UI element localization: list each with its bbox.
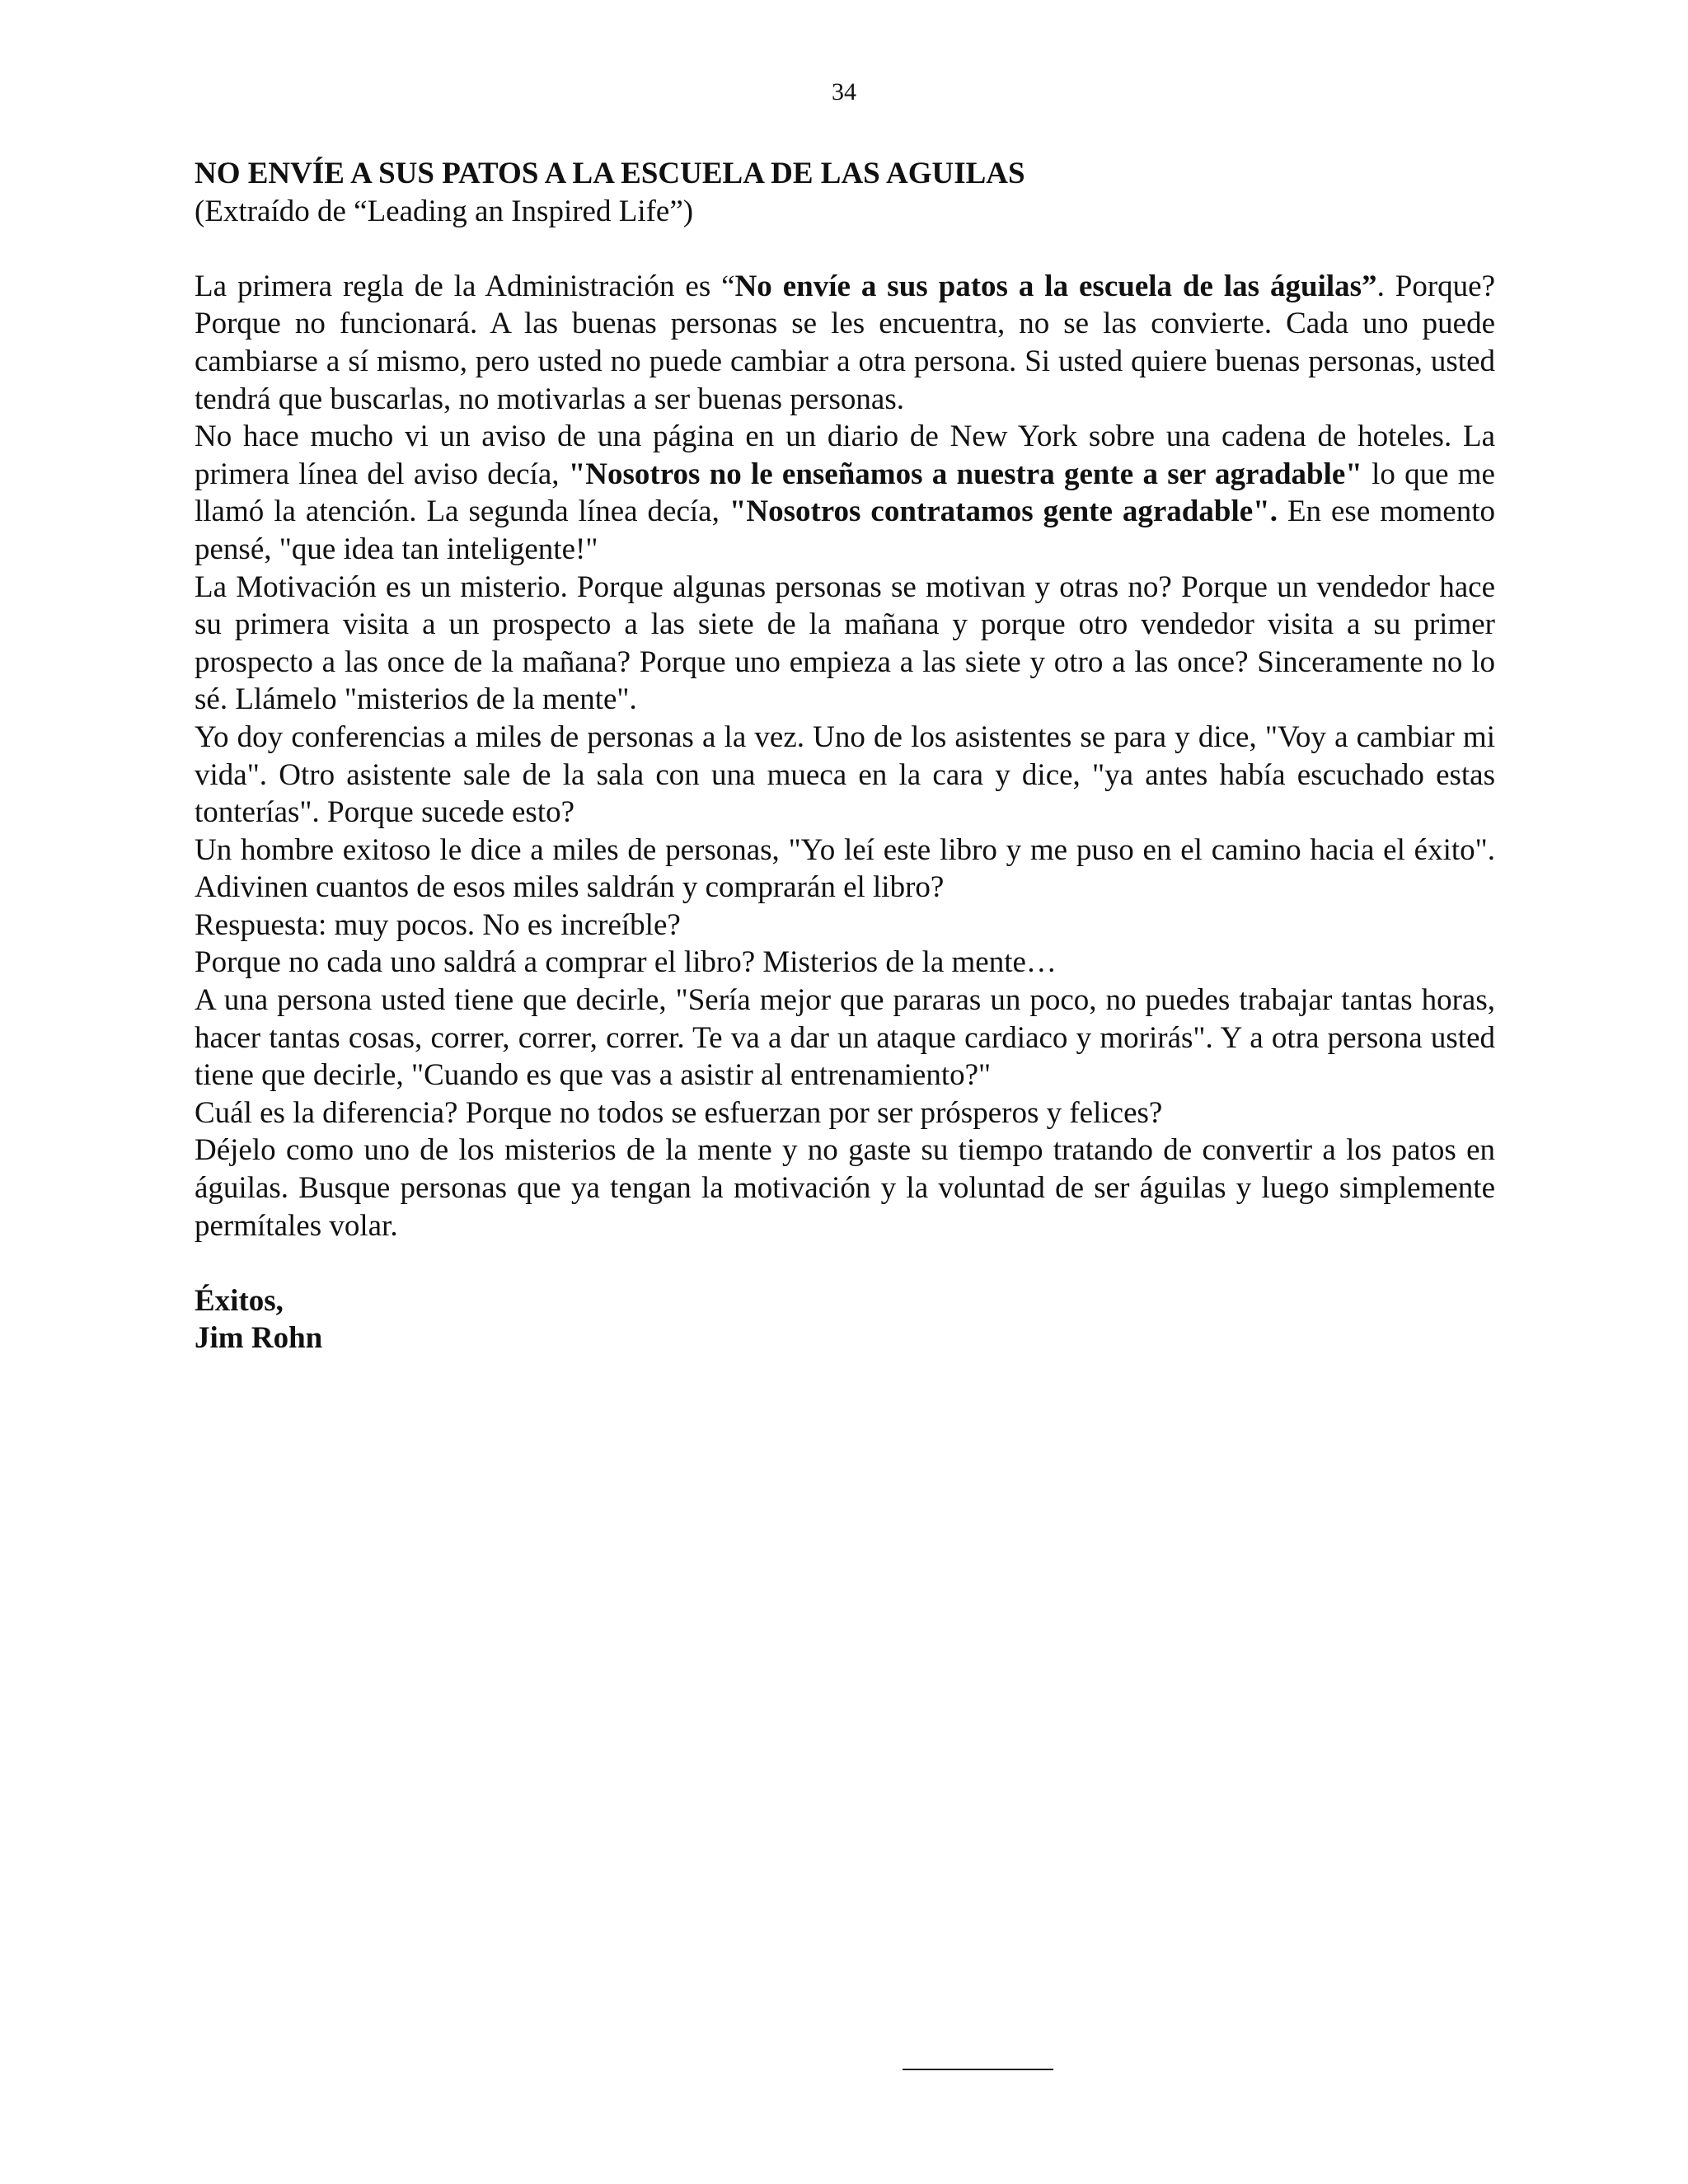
paragraph bbox=[195, 268, 1495, 418]
signature-author: Jim Rohn bbox=[195, 1321, 323, 1356]
paragraph bbox=[195, 418, 1495, 568]
paragraph-text: . Porque? Porque no funcionará. A las buenas personas se les encuentra, no se las convierte. Cada uno puede cambiarse a sí mismo, pero usted no puede cambiar a otra persona. Si usted quiere buenas personas, usted tendrá que buscarlas, no motivarlas a ser buenas personas. bbox=[195, 269, 1495, 416]
paragraph-text: lo que me llamó la atención. La segunda línea decía, bbox=[195, 457, 1495, 529]
paragraph-text: En ese momento pensé, "que idea tan inteligente!" bbox=[195, 494, 1495, 566]
paragraph-text: La primera regla de la Administración es “ bbox=[195, 269, 735, 303]
paragraph: Porque no cada uno saldrá a comprar el libro? Misterios de la mente… bbox=[195, 945, 1057, 980]
paragraph: La Motivación es un misterio. Porque algunas personas se motivan y otras no? Porque un vendedor hace su primera visita a un prospecto a las siete de la mañana y porque otro vendedor visita a su primer prospecto a las once de la mañana? Porque uno empieza a las siete y otro a las once? Sinceramente no lo sé. Llámelo "misterios de la mente". bbox=[195, 569, 1495, 717]
paragraph: Yo doy conferencias a miles de personas a la vez. Uno de los asistentes se para y dice, "Voy a cambiar mi vida". Otro asistente sale de la sala con una mueca en la cara y dice, "ya antes había escuchado estas tonterías". Porque sucede esto? bbox=[195, 719, 1495, 830]
paragraph: Cuál es la diferencia? Porque no todos se esfuerzan por ser prósperos y felices? bbox=[195, 1095, 1163, 1130]
article-subtitle: (Extraído de “Leading an Inspired Life”) bbox=[195, 194, 694, 228]
paragraph-bold-text: "Nosotros no le enseñamos a nuestra gente a ser agradable" bbox=[568, 457, 1362, 491]
paragraph: Un hombre exitoso le dice a miles de personas, "Yo leí este libro y me puso en el camino hacia el éxito". Adivinen cuantos de esos miles saldrán y comprarán el libro? bbox=[195, 832, 1495, 905]
article-title: NO ENVÍE A SUS PATOS A LA ESCUELA DE LAS AGUILAS bbox=[195, 157, 1025, 190]
signature bbox=[195, 1282, 1495, 1357]
paragraph-bold-text: "Nosotros contratamos gente agradable". bbox=[729, 494, 1278, 529]
article bbox=[195, 155, 1495, 1357]
signature-closing: Éxitos, bbox=[195, 1283, 284, 1318]
paragraph-bold-text: No envíe a sus patos a la escuela de las águilas” bbox=[734, 269, 1377, 303]
paragraph: Déjelo como uno de los misterios de la mente y no gaste su tiempo tratando de convertir a los patos en águilas. Busque personas que ya tengan la motivación y la voluntad de ser águilas y luego simplemente permítales volar. bbox=[195, 1133, 1495, 1243]
paragraph: A una persona usted tiene que decirle, "Sería mejor que pararas un poco, no puedes trabajar tantas horas, hacer tantas cosas, correr, correr, correr. Te va a dar un ataque cardiaco y morirás". Y a otra persona usted tiene que decirle, "Cuando es que vas a asistir al entrenamiento?" bbox=[195, 983, 1495, 1093]
page-number: 34 bbox=[832, 78, 856, 105]
footnote-divider bbox=[903, 2069, 1053, 2070]
paragraph-text: No hace mucho vi un aviso de una página en un diario de New York sobre una cadena de hoteles. La primera línea del aviso decía, bbox=[195, 419, 1495, 491]
paragraph: Respuesta: muy pocos. No es increíble? bbox=[195, 907, 681, 942]
